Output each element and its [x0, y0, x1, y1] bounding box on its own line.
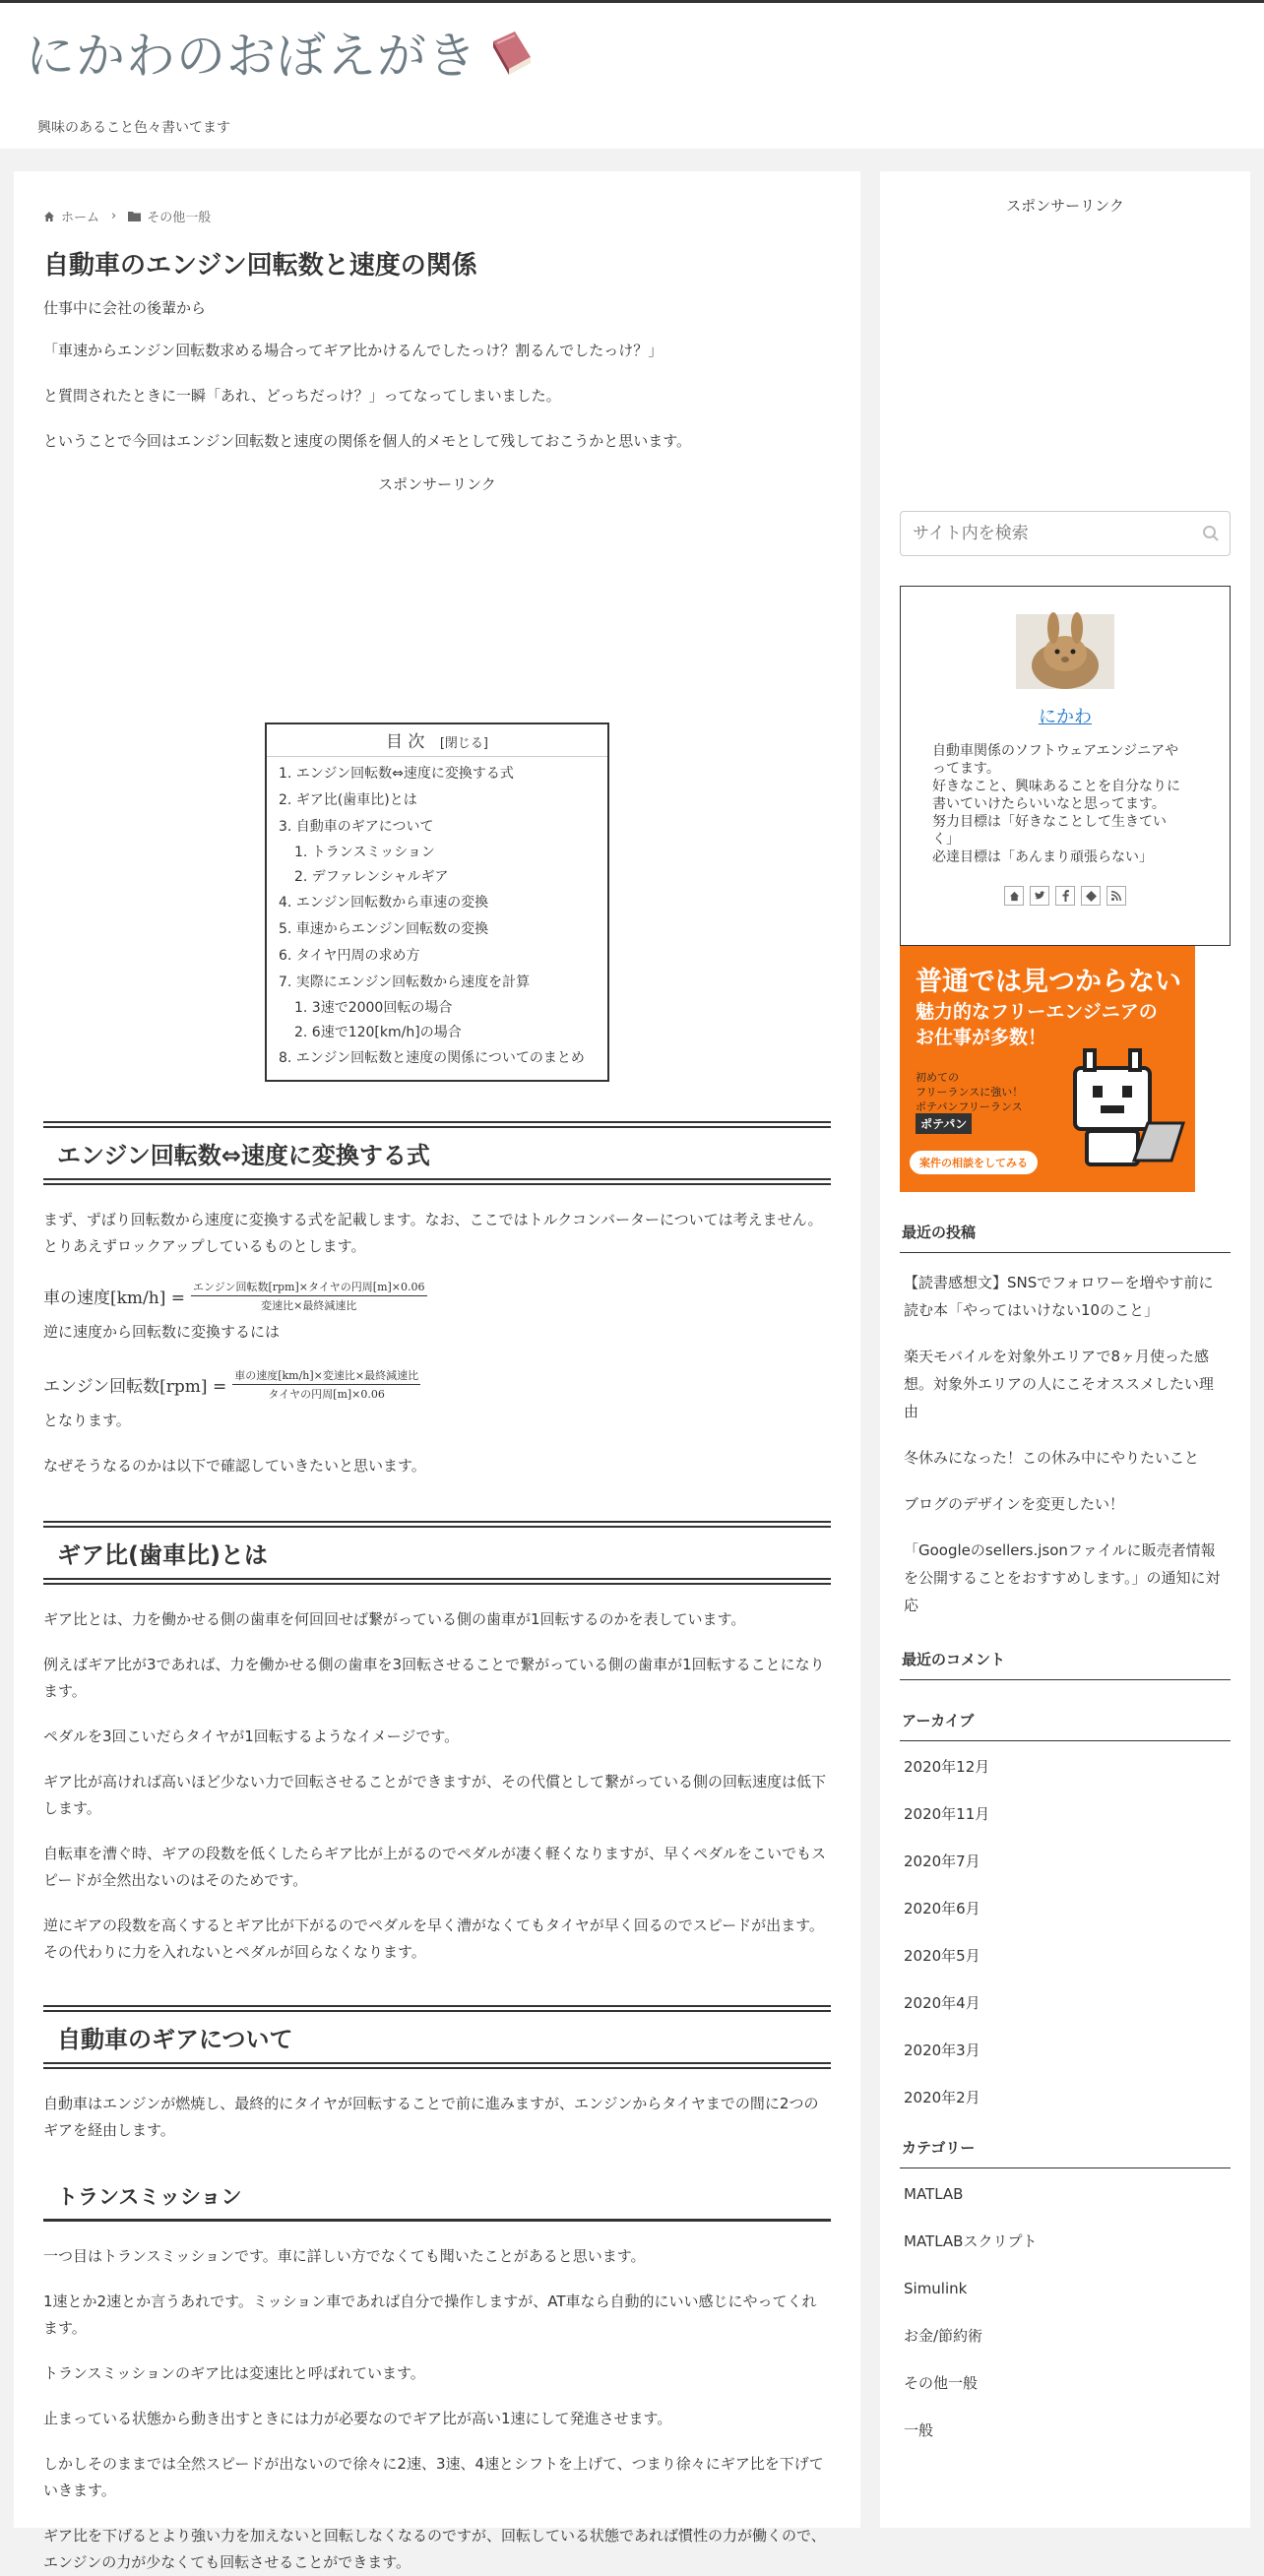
- category-link[interactable]: お金/節約術: [904, 2327, 983, 2345]
- recent-post-link[interactable]: 「Googleのsellers.jsonファイルに販売者情報を公開することをおすすめします。」の通知に対応: [904, 1541, 1221, 1614]
- sidebar-sponsor-label: スポンサーリンク: [1006, 197, 1124, 215]
- site-title-text[interactable]: にかわのおぼえがき: [26, 28, 477, 85]
- paragraph: しかしそのままでは全然スピードが出ないので徐々に2速、3速、4速とシフトを上げて、つまり徐々にギア比を下げていきます。: [43, 2455, 824, 2499]
- banner-headline: 普通では見つからない: [916, 967, 1181, 997]
- formula-denominator: 変速比×最終減速比: [261, 1299, 357, 1312]
- toc-item[interactable]: 4. エンジン回転数から車速の変換: [279, 895, 489, 911]
- recent-posts-title: 最近の投稿: [900, 1222, 1231, 1253]
- toc-subitem[interactable]: 2. 6速で120[km/h]の場合: [294, 1025, 462, 1040]
- profile-line: く」: [932, 832, 960, 848]
- formula-denominator: タイヤの円周[m]×0.06: [268, 1388, 385, 1401]
- profile-line: ってます。: [932, 761, 1000, 777]
- recent-post-link[interactable]: 楽天モバイルを対象外エリアで8ヶ月使った感想。対象外エリアの人にこそオススメしたい理由: [904, 1348, 1214, 1420]
- banner-cta-button[interactable]: 案件の相談をしてみる: [910, 1151, 1038, 1174]
- table-of-contents: [265, 723, 609, 1082]
- toc-item[interactable]: 6. タイヤ円周の求め方: [279, 948, 420, 964]
- site-header: [0, 3, 1264, 149]
- banner-small-text: [916, 1070, 1023, 1114]
- search-icon[interactable]: [1202, 525, 1220, 542]
- subsection-heading: トランスミッション: [43, 2173, 831, 2222]
- profile-line: 自動車関係のソフトウェアエンジニアや: [932, 743, 1179, 759]
- toc-subitem[interactable]: 2. デファレンシャルギア: [294, 869, 449, 885]
- paragraph: 自動車はエンジンが燃焼し、最終的にタイヤが回転することで前に進みますが、エンジンからタイヤまでの間に2つのギアを経由します。: [43, 2095, 819, 2139]
- site-tagline: 興味のあること色々書いてます: [37, 120, 230, 136]
- intro-paragraph: 仕事中に会社の後輩から: [43, 299, 207, 317]
- sponsor-label: スポンサーリンク: [378, 475, 496, 493]
- toc-item[interactable]: 2. ギア比(歯車比)とは: [279, 792, 417, 808]
- intro-paragraph: ということで今回はエンジン回転数と速度の関係を個人的メモとして残しておこうかと思います。: [43, 432, 692, 450]
- toc-item[interactable]: 3. 自動車のギアについて: [279, 819, 434, 835]
- paragraph: ペダルを3回こいだらタイヤが1回転するようなイメージです。: [43, 1728, 460, 1745]
- archive-link[interactable]: 2020年4月: [904, 1994, 980, 2012]
- paragraph: なぜそうなるのかは以下で確認していきたいと思います。: [43, 1457, 426, 1475]
- paragraph: ギア比が高ければ高いほど少ない力で回転させることができますが、その代償として繋がっている側の回転速度は低下します。: [43, 1773, 827, 1817]
- formula-numerator: エンジン回転数[rpm]×タイヤの円周[m]×0.06: [191, 1279, 426, 1296]
- category-link[interactable]: 一般: [904, 2421, 934, 2439]
- facebook-icon[interactable]: [1055, 886, 1075, 906]
- formula-numerator: 車の速度[km/h]×変速比×最終減速比: [232, 1367, 420, 1385]
- freelance-banner-ad[interactable]: [900, 946, 1195, 1192]
- paragraph: 一つ目はトランスミッションです。車に詳しい方でなくても聞いたことがあると思います。: [43, 2247, 646, 2265]
- paragraph: となります。: [43, 1412, 131, 1429]
- toc-subitem[interactable]: 1. トランスミッション: [294, 845, 435, 860]
- toc-item[interactable]: 7. 実際にエンジン回転数から速度を計算: [279, 974, 531, 990]
- archive-link[interactable]: 2020年5月: [904, 1947, 980, 1965]
- ad-slot: [43, 494, 831, 723]
- formula-rpm: [43, 1367, 831, 1402]
- toc-close-button[interactable]: [閉じる]: [439, 736, 488, 751]
- toc-list: [279, 761, 596, 1072]
- toc-header: [267, 724, 607, 757]
- section-heading: エンジン回転数⇔速度に変換する式: [43, 1121, 831, 1185]
- archive-link[interactable]: 2020年3月: [904, 2042, 980, 2059]
- banner-small-line: フリーランスに強い！: [916, 1086, 1024, 1099]
- category-link[interactable]: その他一般: [904, 2374, 979, 2392]
- paragraph: 自転車を漕ぐ時、ギアの段数を低くしたらギア比が上がるのでペダルが凄く軽くなりますが、早くペダルをこいでもスピードが全然出ないのはそのためです。: [43, 1845, 827, 1889]
- category-link[interactable]: Simulink: [904, 2280, 968, 2297]
- formula-speed: [43, 1279, 831, 1313]
- breadcrumb-home[interactable]: ホーム: [61, 211, 100, 225]
- toc-item[interactable]: 8. エンジン回転数と速度の関係についてのまとめ: [279, 1050, 585, 1066]
- archive-link[interactable]: 2020年6月: [904, 1900, 980, 1917]
- home-icon: [43, 211, 55, 222]
- categories-list: [900, 2184, 1231, 2440]
- social-links: [932, 886, 1198, 906]
- toc-item[interactable]: 5. 車速からエンジン回転数の変換: [279, 921, 489, 937]
- intro-paragraph: と質問されたときに一瞬「あれ、どっちだっけ？」ってなってしまいました。: [43, 387, 561, 405]
- formula-fraction: [232, 1367, 420, 1402]
- archive-link[interactable]: 2020年7月: [904, 1853, 980, 1870]
- banner-line: お仕事が多数！: [916, 1027, 1047, 1048]
- section-heading: 自動車のギアについて: [43, 2005, 831, 2069]
- paragraph: 逆に速度から回転数に変換するには: [43, 1323, 281, 1341]
- sidebar-ad-slot: [900, 216, 1231, 511]
- banner-small-line: 初めての: [916, 1071, 959, 1084]
- recent-posts-list: [900, 1269, 1231, 1619]
- main-content: [14, 171, 860, 2571]
- rss-icon[interactable]: [1106, 886, 1126, 906]
- toc-item[interactable]: 1. エンジン回転数⇔速度に変換する式: [279, 766, 514, 782]
- paragraph: トランスミッションのギア比は変速比と呼ばれています。: [43, 2364, 425, 2382]
- category-link[interactable]: MATLABスクリプト: [904, 2232, 1038, 2250]
- sidebar: [880, 171, 1250, 2528]
- paragraph: 止まっている状態から動き出すときには力が必要なのでギア比が高い1速にして発進させます。: [43, 2410, 672, 2427]
- paragraph: 例えばギア比が3であれば、力を働かせる側の歯車を3回転させることで繋がっている側の歯車が1回転することになります。: [43, 1656, 825, 1700]
- search-input[interactable]: [901, 512, 1210, 555]
- archives-title: アーカイブ: [900, 1710, 1231, 1741]
- twitter-icon[interactable]: [1030, 886, 1049, 906]
- banner-subheadline: [916, 999, 1158, 1050]
- formula-left: エンジン回転数[rpm] =: [43, 1377, 227, 1397]
- categories-title: カテゴリー: [900, 2137, 1231, 2168]
- category-link[interactable]: MATLAB: [904, 2185, 964, 2203]
- archive-link[interactable]: 2020年2月: [904, 2089, 980, 2106]
- intro-paragraph: 「車速からエンジン回転数求める場合ってギア比かけるんでしたっけ？割るんでしたっけ？」: [43, 342, 664, 359]
- hatena-icon[interactable]: [1081, 886, 1101, 906]
- recent-post-link[interactable]: 冬休みになった！この休み中にやりたいこと: [904, 1449, 1200, 1467]
- archives-list: [900, 1757, 1231, 2107]
- breadcrumb-category[interactable]: その他一般: [147, 211, 212, 225]
- toc-title: 目 次: [386, 732, 425, 752]
- profile-line: 好きなこと、興味あることを自分なりに: [932, 779, 1180, 794]
- breadcrumb: [43, 207, 831, 225]
- profile-line: 必達目標は「あんまり頑張らない」: [932, 849, 1153, 865]
- search-box: [900, 511, 1231, 556]
- paragraph: 1速とか2速とか言うあれです。ミッション車であれば自分で操作しますが、AT車なら自動的にいい感じにやってくれます。: [43, 2293, 817, 2337]
- banner-small-line: ポテパンフリーランス: [916, 1100, 1023, 1113]
- profile-name-link[interactable]: にかわ: [1039, 707, 1092, 727]
- recent-post-link[interactable]: 【読書感想文】SNSでフォロワーを増やす前に読む本「やってはいけない10のこと」: [904, 1274, 1214, 1319]
- section-heading: ギア比(歯車比)とは: [43, 1521, 831, 1585]
- banner-line: 魅力的なフリーエンジニアの: [916, 1001, 1158, 1023]
- paragraph: ギア比とは、力を働かせる側の歯車を何回回せば繋がっている側の歯車が1回転するのかを表しています。: [43, 1610, 746, 1628]
- book-icon: [487, 28, 535, 77]
- recent-comments-title: 最近のコメント: [900, 1649, 1231, 1680]
- post-title: 自動車のエンジン回転数と速度の関係: [43, 251, 477, 281]
- toc-subitem[interactable]: 1. 3速で2000回転の場合: [294, 1000, 453, 1016]
- banner-brand: ポテパン: [916, 1113, 972, 1134]
- folder-icon: [128, 211, 141, 221]
- robot-mascot-icon: [1061, 1050, 1183, 1172]
- formula-left: 車の速度[km/h] =: [43, 1288, 186, 1308]
- formula-fraction: [191, 1279, 426, 1313]
- paragraph: まず、ずばり回転数から速度に変換する式を記載します。なお、ここではトルクコンバーターについては考えません。とりあえずロックアップしているものとします。: [43, 1211, 823, 1255]
- recent-post-link[interactable]: ブログのデザインを変更したい！: [904, 1495, 1124, 1513]
- archive-link[interactable]: 2020年11月: [904, 1805, 990, 1823]
- site-title[interactable]: [26, 17, 535, 88]
- profile-line: 努力目標は「好きなことして生きてい: [932, 814, 1167, 830]
- profile-card: [900, 586, 1231, 946]
- archive-link[interactable]: 2020年12月: [904, 1758, 990, 1776]
- home-icon[interactable]: [1004, 886, 1024, 906]
- profile-description: [932, 742, 1198, 866]
- paragraph: ギア比を下げるとより強い力を加えないと回転しなくなるのですが、回転している状態であれば慣性の力が働くので、エンジンの力が少なくても回転させることができます。: [43, 2527, 826, 2571]
- paragraph: 逆にギアの段数を高くするとギア比が下がるのでペダルを早く漕がなくてもタイヤが早く回るのでスピードが出ます。その代わりに力を入れないとペダルが回らなくなります。: [43, 1916, 824, 1961]
- chevron-right-icon: ›: [111, 209, 117, 223]
- rabbit-avatar: [1016, 614, 1114, 689]
- profile-line: 書いていけたらいいなと思ってます。: [932, 796, 1166, 812]
